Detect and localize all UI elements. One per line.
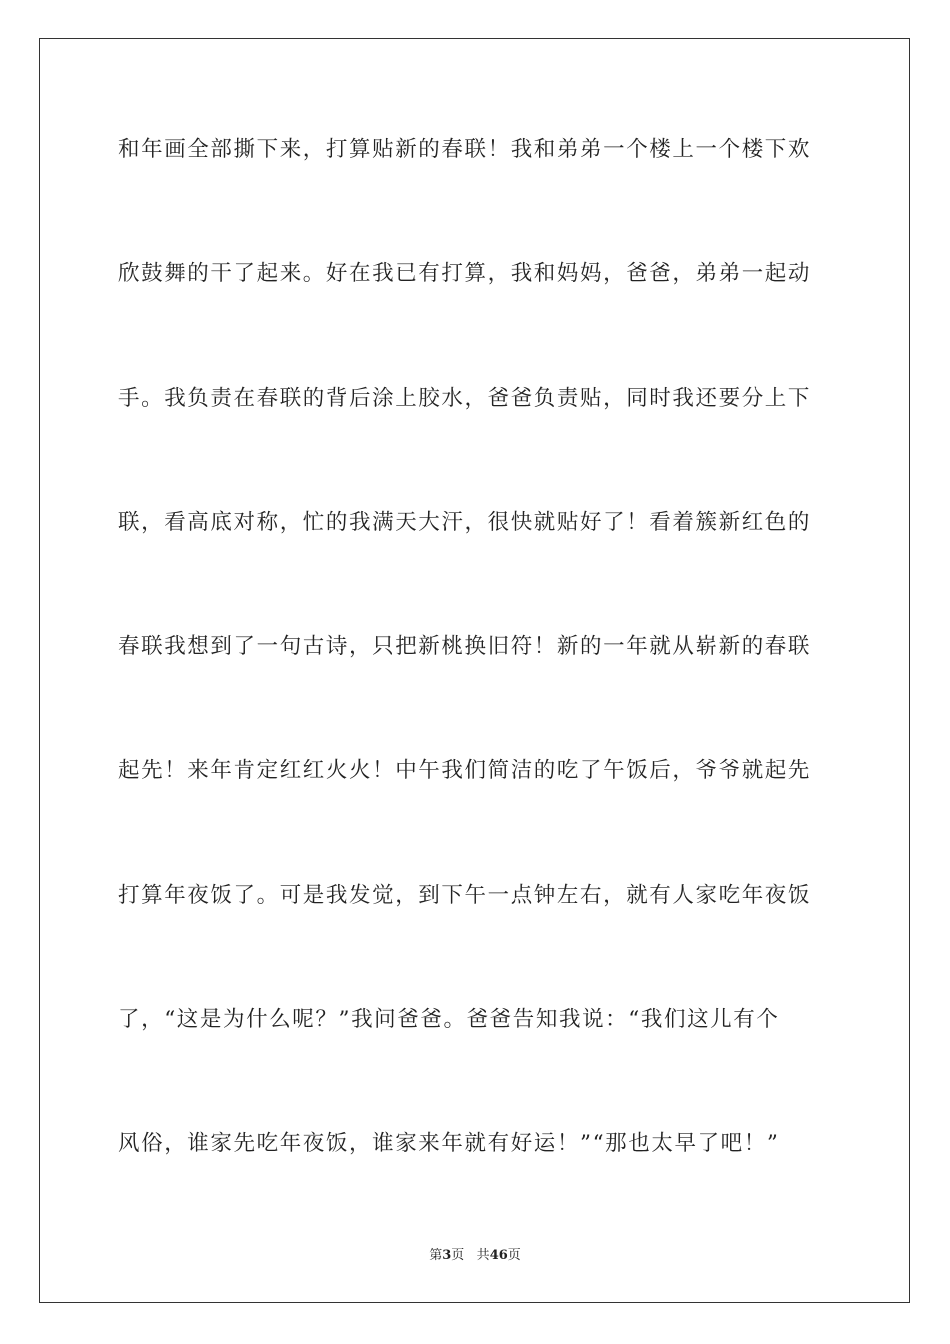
body-text — [118, 130, 834, 1249]
page-label-suffix: 页 — [451, 1248, 465, 1263]
text-line-6: 起先！来年肯定红红火火！中午我们简洁的吃了午饭后，爷爷就起先 — [118, 758, 812, 784]
text-line-2: 欣鼓舞的干了起来。好在我已有打算，我和妈妈，爸爸，弟弟一起动 — [118, 261, 812, 287]
text-line-8: 了，“这是为什么呢？”我问爸爸。爸爸告知我说：“我们这儿有个 — [118, 1007, 780, 1033]
text-line-3: 手。我负责在春联的背后涂上胶水，爸爸负责贴，同时我还要分上下 — [118, 385, 812, 411]
text-line-5: 春联我想到了一句古诗，只把新桃换旧符！新的一年就从崭新的春联 — [118, 634, 812, 660]
text-line-4: 联，看高底对称，忙的我满天大汗，很快就贴好了！看着簇新红色的 — [118, 509, 812, 535]
total-label-suffix: 页 — [507, 1248, 521, 1263]
page-label-prefix: 第 — [429, 1248, 443, 1263]
text-line-7: 打算年夜饭了。可是我发觉，到下午一点钟左右，就有人家吃年夜饭 — [118, 882, 812, 908]
total-label-prefix: 共 — [476, 1248, 490, 1263]
page-footer — [0, 1247, 950, 1265]
total-pages: 46 — [489, 1248, 508, 1263]
page-number: 3 — [442, 1248, 452, 1263]
text-line-1: 和年画全部撕下来，打算贴新的春联！我和弟弟一个楼上一个楼下欢 — [118, 137, 812, 162]
text-line-9: 风俗，谁家先吃年夜饭，谁家来年就有好运！”“那也太早了吧！” — [118, 1131, 780, 1157]
